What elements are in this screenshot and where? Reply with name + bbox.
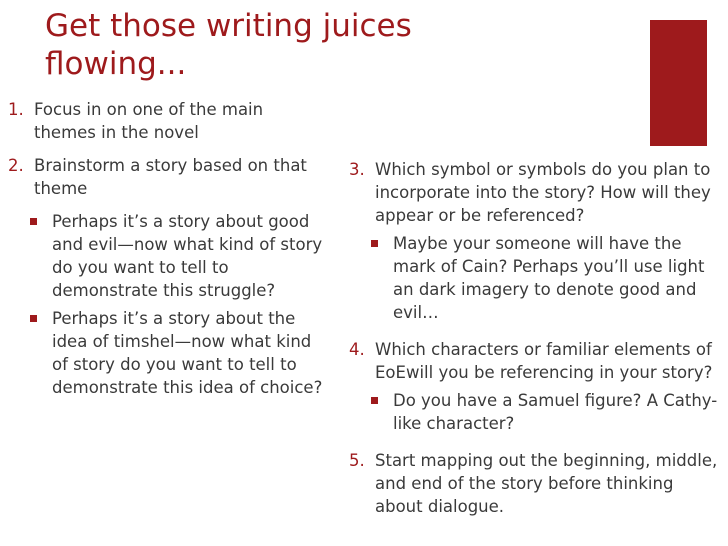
left-column [8, 98, 326, 404]
slide-title: Get those writing juices flowing... [45, 8, 412, 82]
list-item-4 [349, 338, 719, 384]
list-item-1 [8, 98, 326, 144]
item-text: Start mapping out the beginning, middle, and end of the story before thinking about dialogue. [375, 451, 718, 516]
right-column [349, 158, 719, 530]
bullet-item [349, 232, 719, 324]
list-item-5 [349, 449, 719, 518]
item-number: 5. [349, 451, 365, 470]
item-number: 3. [349, 160, 365, 179]
square-bullet-icon [371, 397, 378, 404]
bullet-item [8, 307, 326, 399]
bullet-text: Do you have a Samuel figure? A Cathy-like character? [393, 391, 718, 433]
bullet-item [349, 389, 719, 435]
bullet-text: Perhaps it’s a story about the idea of timshel—now what kind of story do you want to tell to demonstrate this idea of choice? [52, 309, 323, 397]
list-item-2 [8, 154, 326, 200]
list-item-3 [349, 158, 719, 227]
item-number: 4. [349, 340, 365, 359]
accent-block [650, 20, 707, 146]
square-bullet-icon [30, 315, 37, 322]
item-number: 2. [8, 156, 24, 175]
square-bullet-icon [30, 218, 37, 225]
item-text: Brainstorm a story based on that theme [34, 156, 307, 198]
bullet-item [8, 210, 326, 302]
bullet-text: Maybe your someone will have the mark of Cain? Perhaps you’ll use light an dark imagery to denote good and evil… [393, 234, 705, 322]
bullet-text: Perhaps it’s a story about good and evil—now what kind of story do you want to tell to demonstrate this struggle? [52, 212, 323, 300]
item-text: Focus in on one of the main themes in the novel [34, 100, 264, 142]
item-text: Which symbol or symbols do you plan to incorporate into the story? How will they appear or be referenced? [375, 160, 711, 225]
square-bullet-icon [371, 240, 378, 247]
item-text: Which characters or familiar elements of EoEwill you be referencing in your story? [375, 340, 713, 382]
item-number: 1. [8, 100, 24, 119]
